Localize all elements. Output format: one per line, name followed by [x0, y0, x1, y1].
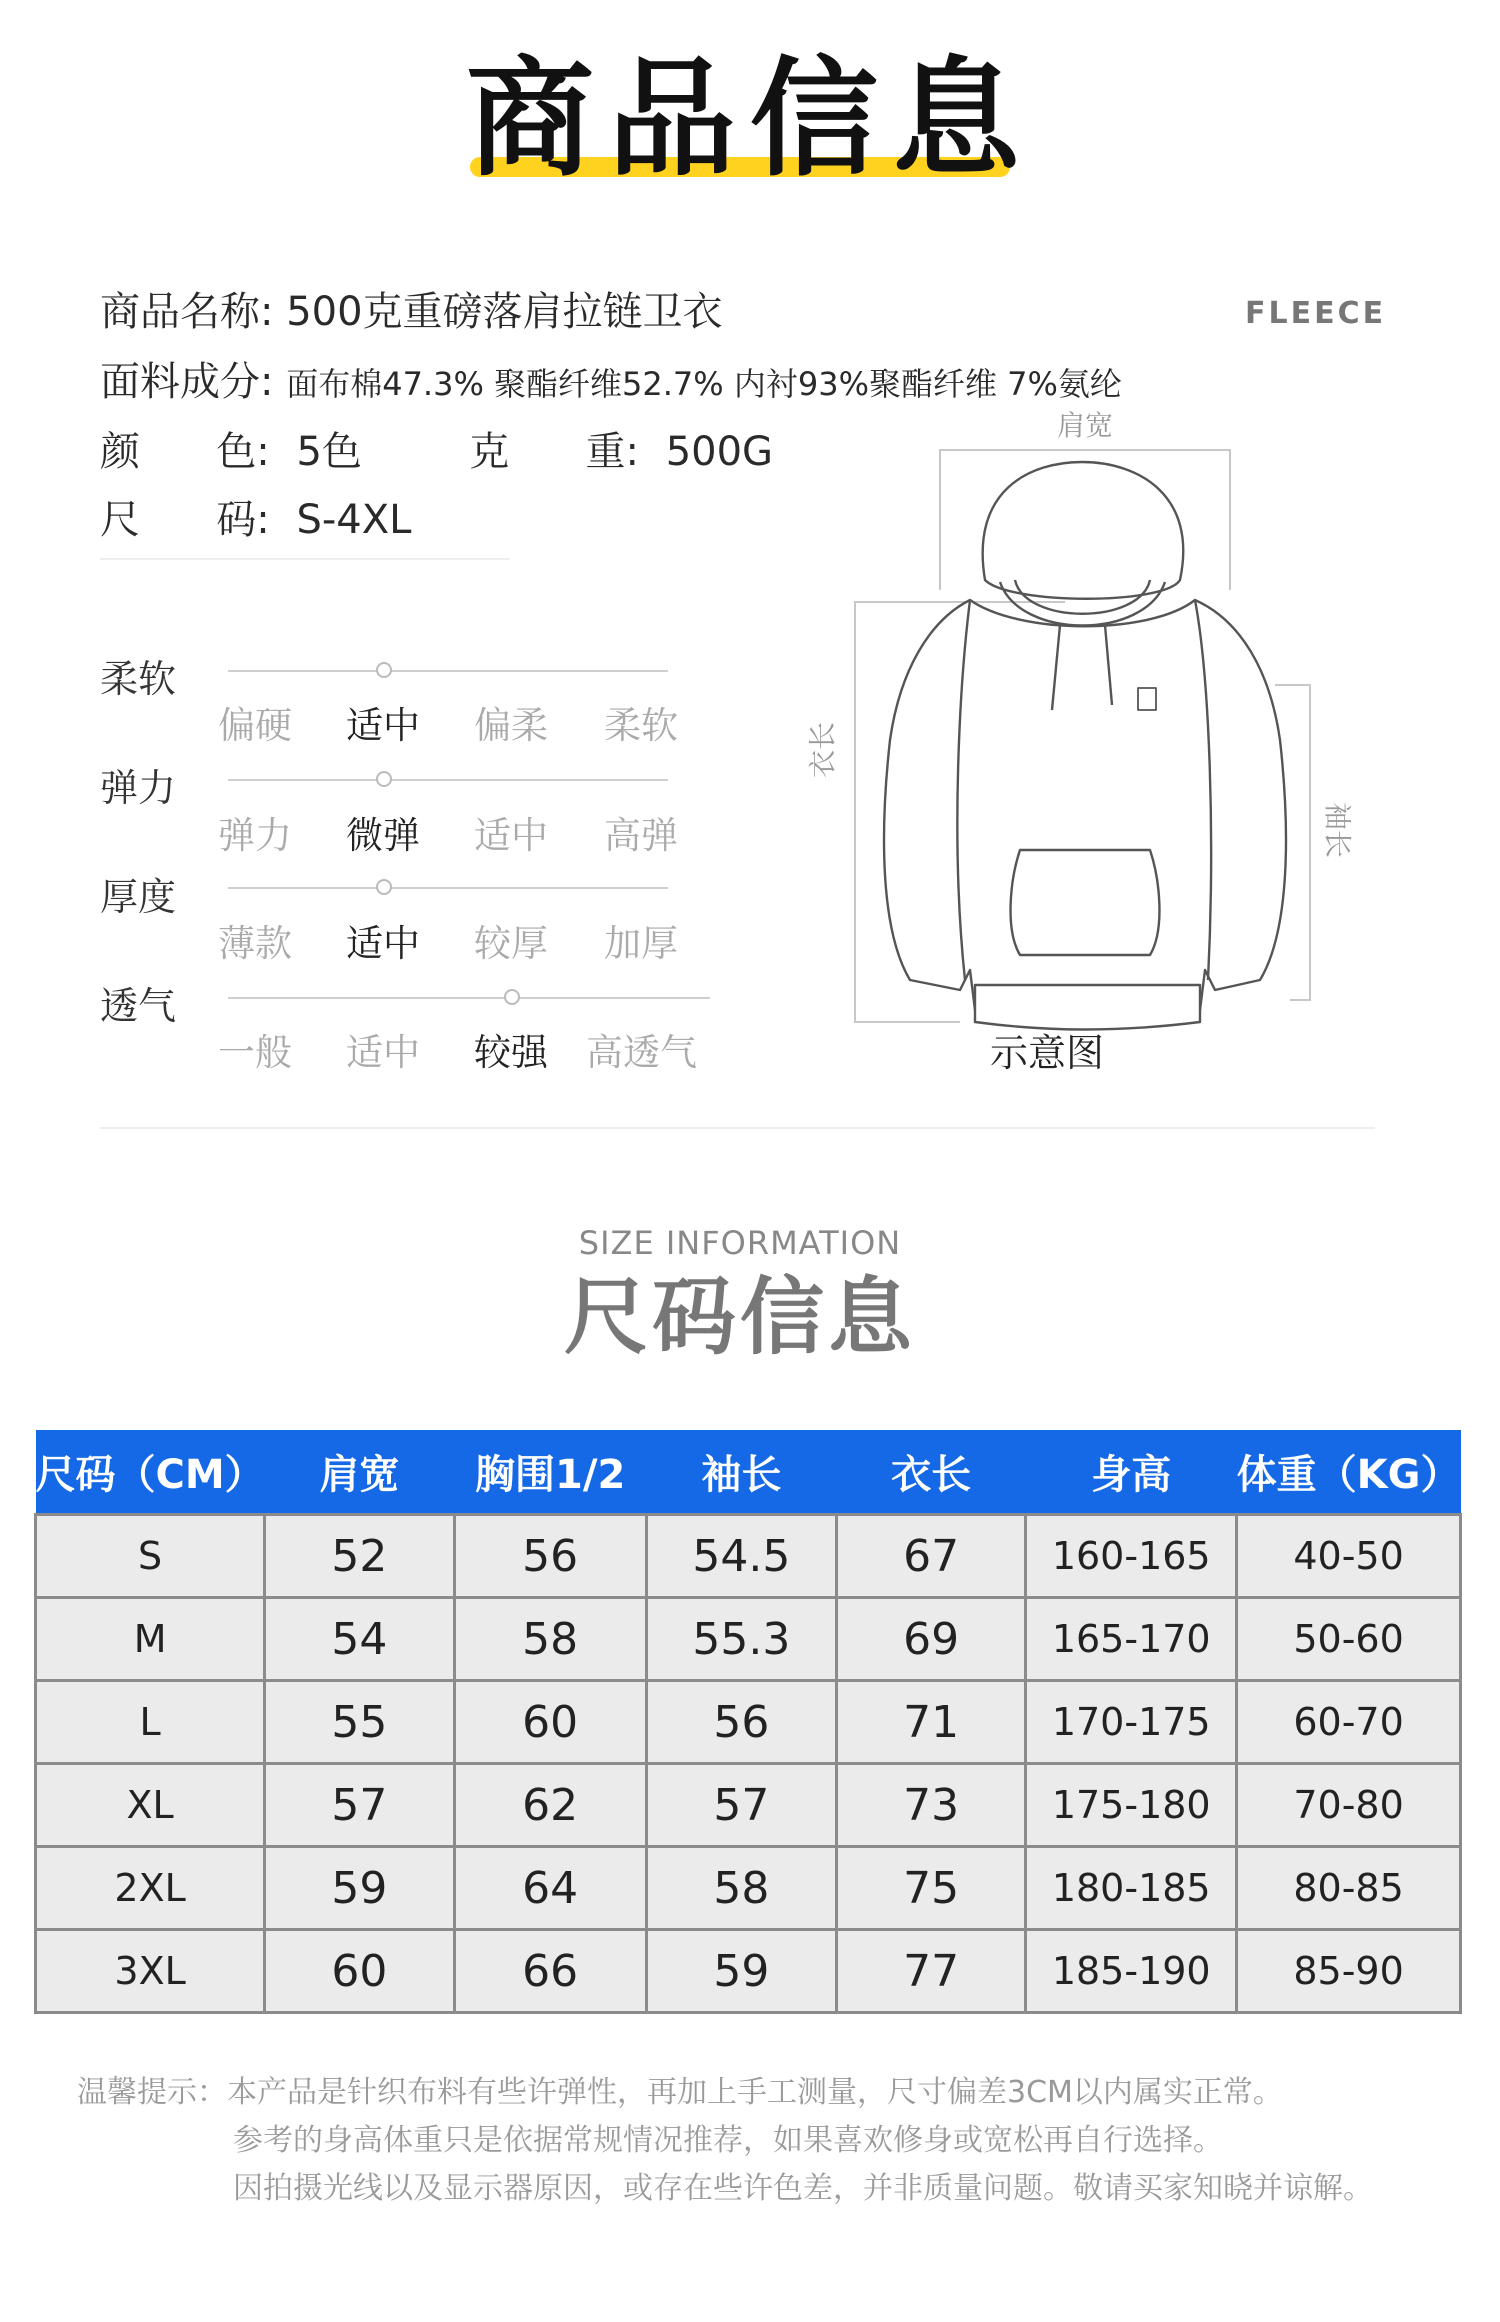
attribute-option: 弹力 — [218, 814, 292, 857]
attribute-option: 加厚 — [604, 922, 678, 965]
header-size: 尺码（CM） — [36, 1430, 265, 1515]
table-cell: M — [36, 1598, 265, 1681]
table-cell: 59 — [646, 1930, 836, 2013]
table-cell: 58 — [646, 1847, 836, 1930]
table-row — [36, 1598, 1461, 1681]
weight-label: 克 重: — [469, 429, 639, 475]
attribute-option-selected: 适中 — [346, 922, 420, 965]
fabric-label: 面料成分: — [100, 359, 274, 405]
table-cell: L — [36, 1681, 265, 1764]
table-cell: 62 — [454, 1764, 646, 1847]
attribute-marker — [376, 879, 392, 895]
header-height: 身高 — [1026, 1430, 1237, 1515]
note-line: 因拍摄光线以及显示器原因，或存在些许色差，并非质量问题。敬请买家知晓并谅解。 — [233, 2171, 1373, 2206]
attribute-option: 高弹 — [604, 814, 678, 857]
body-length-label: 衣长 — [806, 721, 839, 779]
table-cell: 165-170 — [1026, 1598, 1237, 1681]
attribute-option-selected: 适中 — [346, 704, 420, 747]
attribute-track — [228, 779, 668, 781]
title-section — [0, 45, 1500, 194]
attribute-marker — [376, 662, 392, 678]
hoodie-icon — [884, 462, 1286, 1030]
table-cell: 75 — [836, 1847, 1025, 1930]
table-cell: 180-185 — [1026, 1847, 1237, 1930]
attribute-option: 薄款 — [218, 922, 292, 965]
attribute-title: 弹力 — [100, 766, 177, 810]
attribute-track — [228, 670, 668, 672]
table-cell: 185-190 — [1026, 1930, 1237, 2013]
table-cell: 80-85 — [1237, 1847, 1461, 1930]
note-line: 参考的身高体重只是依据常规情况推荐，如果喜欢修身或宽松再自行选择。 — [233, 2123, 1223, 2158]
product-name-value: 500克重磅落肩拉链卫衣 — [286, 289, 723, 335]
color-label: 颜 色: — [100, 429, 270, 475]
table-row — [36, 1764, 1461, 1847]
table-cell: 170-175 — [1026, 1681, 1237, 1764]
size-line — [100, 488, 411, 545]
attribute-track — [228, 997, 710, 999]
attribute-track — [228, 887, 668, 889]
table-cell: XL — [36, 1764, 265, 1847]
table-cell: 73 — [836, 1764, 1025, 1847]
fleece-label: FLEECE — [1245, 296, 1387, 331]
table-cell: 57 — [646, 1764, 836, 1847]
table-row — [36, 1681, 1461, 1764]
table-cell: 55 — [265, 1681, 454, 1764]
attribute-option-selected: 微弹 — [346, 814, 420, 857]
table-cell: 3XL — [36, 1930, 265, 2013]
table-cell: 60 — [454, 1681, 646, 1764]
attribute-option: 高透气 — [586, 1031, 697, 1074]
shoulder-width-label: 肩宽 — [1056, 409, 1114, 442]
sleeve-length-label: 袖长 — [1321, 801, 1354, 859]
color-weight-line — [100, 420, 773, 477]
header-sleeve: 袖长 — [646, 1430, 836, 1515]
table-cell: 2XL — [36, 1847, 265, 1930]
size-table — [34, 1430, 1462, 2014]
attribute-option: 偏柔 — [474, 704, 548, 747]
hoodie-diagram — [806, 409, 1354, 1080]
table-cell: 58 — [454, 1598, 646, 1681]
table-cell: 64 — [454, 1847, 646, 1930]
weight-value: 500G — [665, 429, 774, 475]
header-length: 衣长 — [836, 1430, 1025, 1515]
note-line: 温馨提示：本产品是针织布料有些许弹性，再加上手工测量，尺寸偏差3CM以内属实正常。 — [77, 2075, 1283, 2110]
table-cell: 54 — [265, 1598, 454, 1681]
table-cell: 40-50 — [1237, 1515, 1461, 1598]
attribute-option: 适中 — [474, 814, 548, 857]
attribute-option: 一般 — [218, 1031, 292, 1074]
size-info-en-title: SIZE INFORMATION — [578, 1224, 902, 1262]
table-cell: 69 — [836, 1598, 1025, 1681]
table-cell: 85-90 — [1237, 1930, 1461, 2013]
table-cell: 57 — [265, 1764, 454, 1847]
attribute-option: 偏硬 — [218, 704, 292, 747]
header-weight: 体重（KG） — [1237, 1430, 1461, 1515]
fabric-line — [100, 350, 1122, 407]
attribute-title: 厚度 — [100, 875, 177, 919]
attribute-option: 柔软 — [604, 704, 678, 747]
table-cell: 56 — [454, 1515, 646, 1598]
table-cell: 60 — [265, 1930, 454, 2013]
table-cell: 77 — [836, 1930, 1025, 2013]
table-cell: 55.3 — [646, 1598, 836, 1681]
header-chest: 胸围1/2 — [454, 1430, 646, 1515]
table-cell: 70-80 — [1237, 1764, 1461, 1847]
table-row — [36, 1847, 1461, 1930]
table-row — [36, 1515, 1461, 1598]
attribute-marker — [376, 771, 392, 787]
table-cell: 175-180 — [1026, 1764, 1237, 1847]
attribute-marker — [504, 989, 520, 1005]
table-cell: 71 — [836, 1681, 1025, 1764]
header-shoulder: 肩宽 — [265, 1430, 454, 1515]
color-value: 5色 — [296, 429, 362, 475]
section-divider — [100, 1127, 1375, 1129]
table-row — [36, 1930, 1461, 2013]
fabric-value: 面布棉47.3% 聚酯纤维52.7% 内衬93%聚酯纤维 7%氨纶 — [286, 365, 1122, 403]
product-name-label: 商品名称: — [100, 289, 274, 335]
size-label: 尺 码: — [100, 497, 270, 543]
table-cell: S — [36, 1515, 265, 1598]
attribute-option: 较厚 — [474, 922, 548, 965]
attribute-title: 柔软 — [100, 657, 177, 701]
page-title: 商品信息 — [465, 45, 1034, 194]
table-cell: 60-70 — [1237, 1681, 1461, 1764]
table-cell: 160-165 — [1026, 1515, 1237, 1598]
attribute-title: 透气 — [100, 984, 177, 1028]
table-cell: 56 — [646, 1681, 836, 1764]
product-name-line — [100, 280, 723, 337]
attribute-option: 适中 — [346, 1031, 420, 1074]
attribute-option-selected: 较强 — [474, 1031, 548, 1074]
table-cell: 66 — [454, 1930, 646, 2013]
info-divider — [100, 558, 510, 560]
table-cell: 50-60 — [1237, 1598, 1461, 1681]
table-header-row — [36, 1430, 1461, 1515]
table-cell: 59 — [265, 1847, 454, 1930]
table-cell: 54.5 — [646, 1515, 836, 1598]
table-cell: 52 — [265, 1515, 454, 1598]
size-info-cn-title: 尺码信息 — [563, 1268, 916, 1366]
size-value: S-4XL — [296, 497, 412, 543]
diagram-caption: 示意图 — [990, 1031, 1105, 1075]
table-cell: 67 — [836, 1515, 1025, 1598]
